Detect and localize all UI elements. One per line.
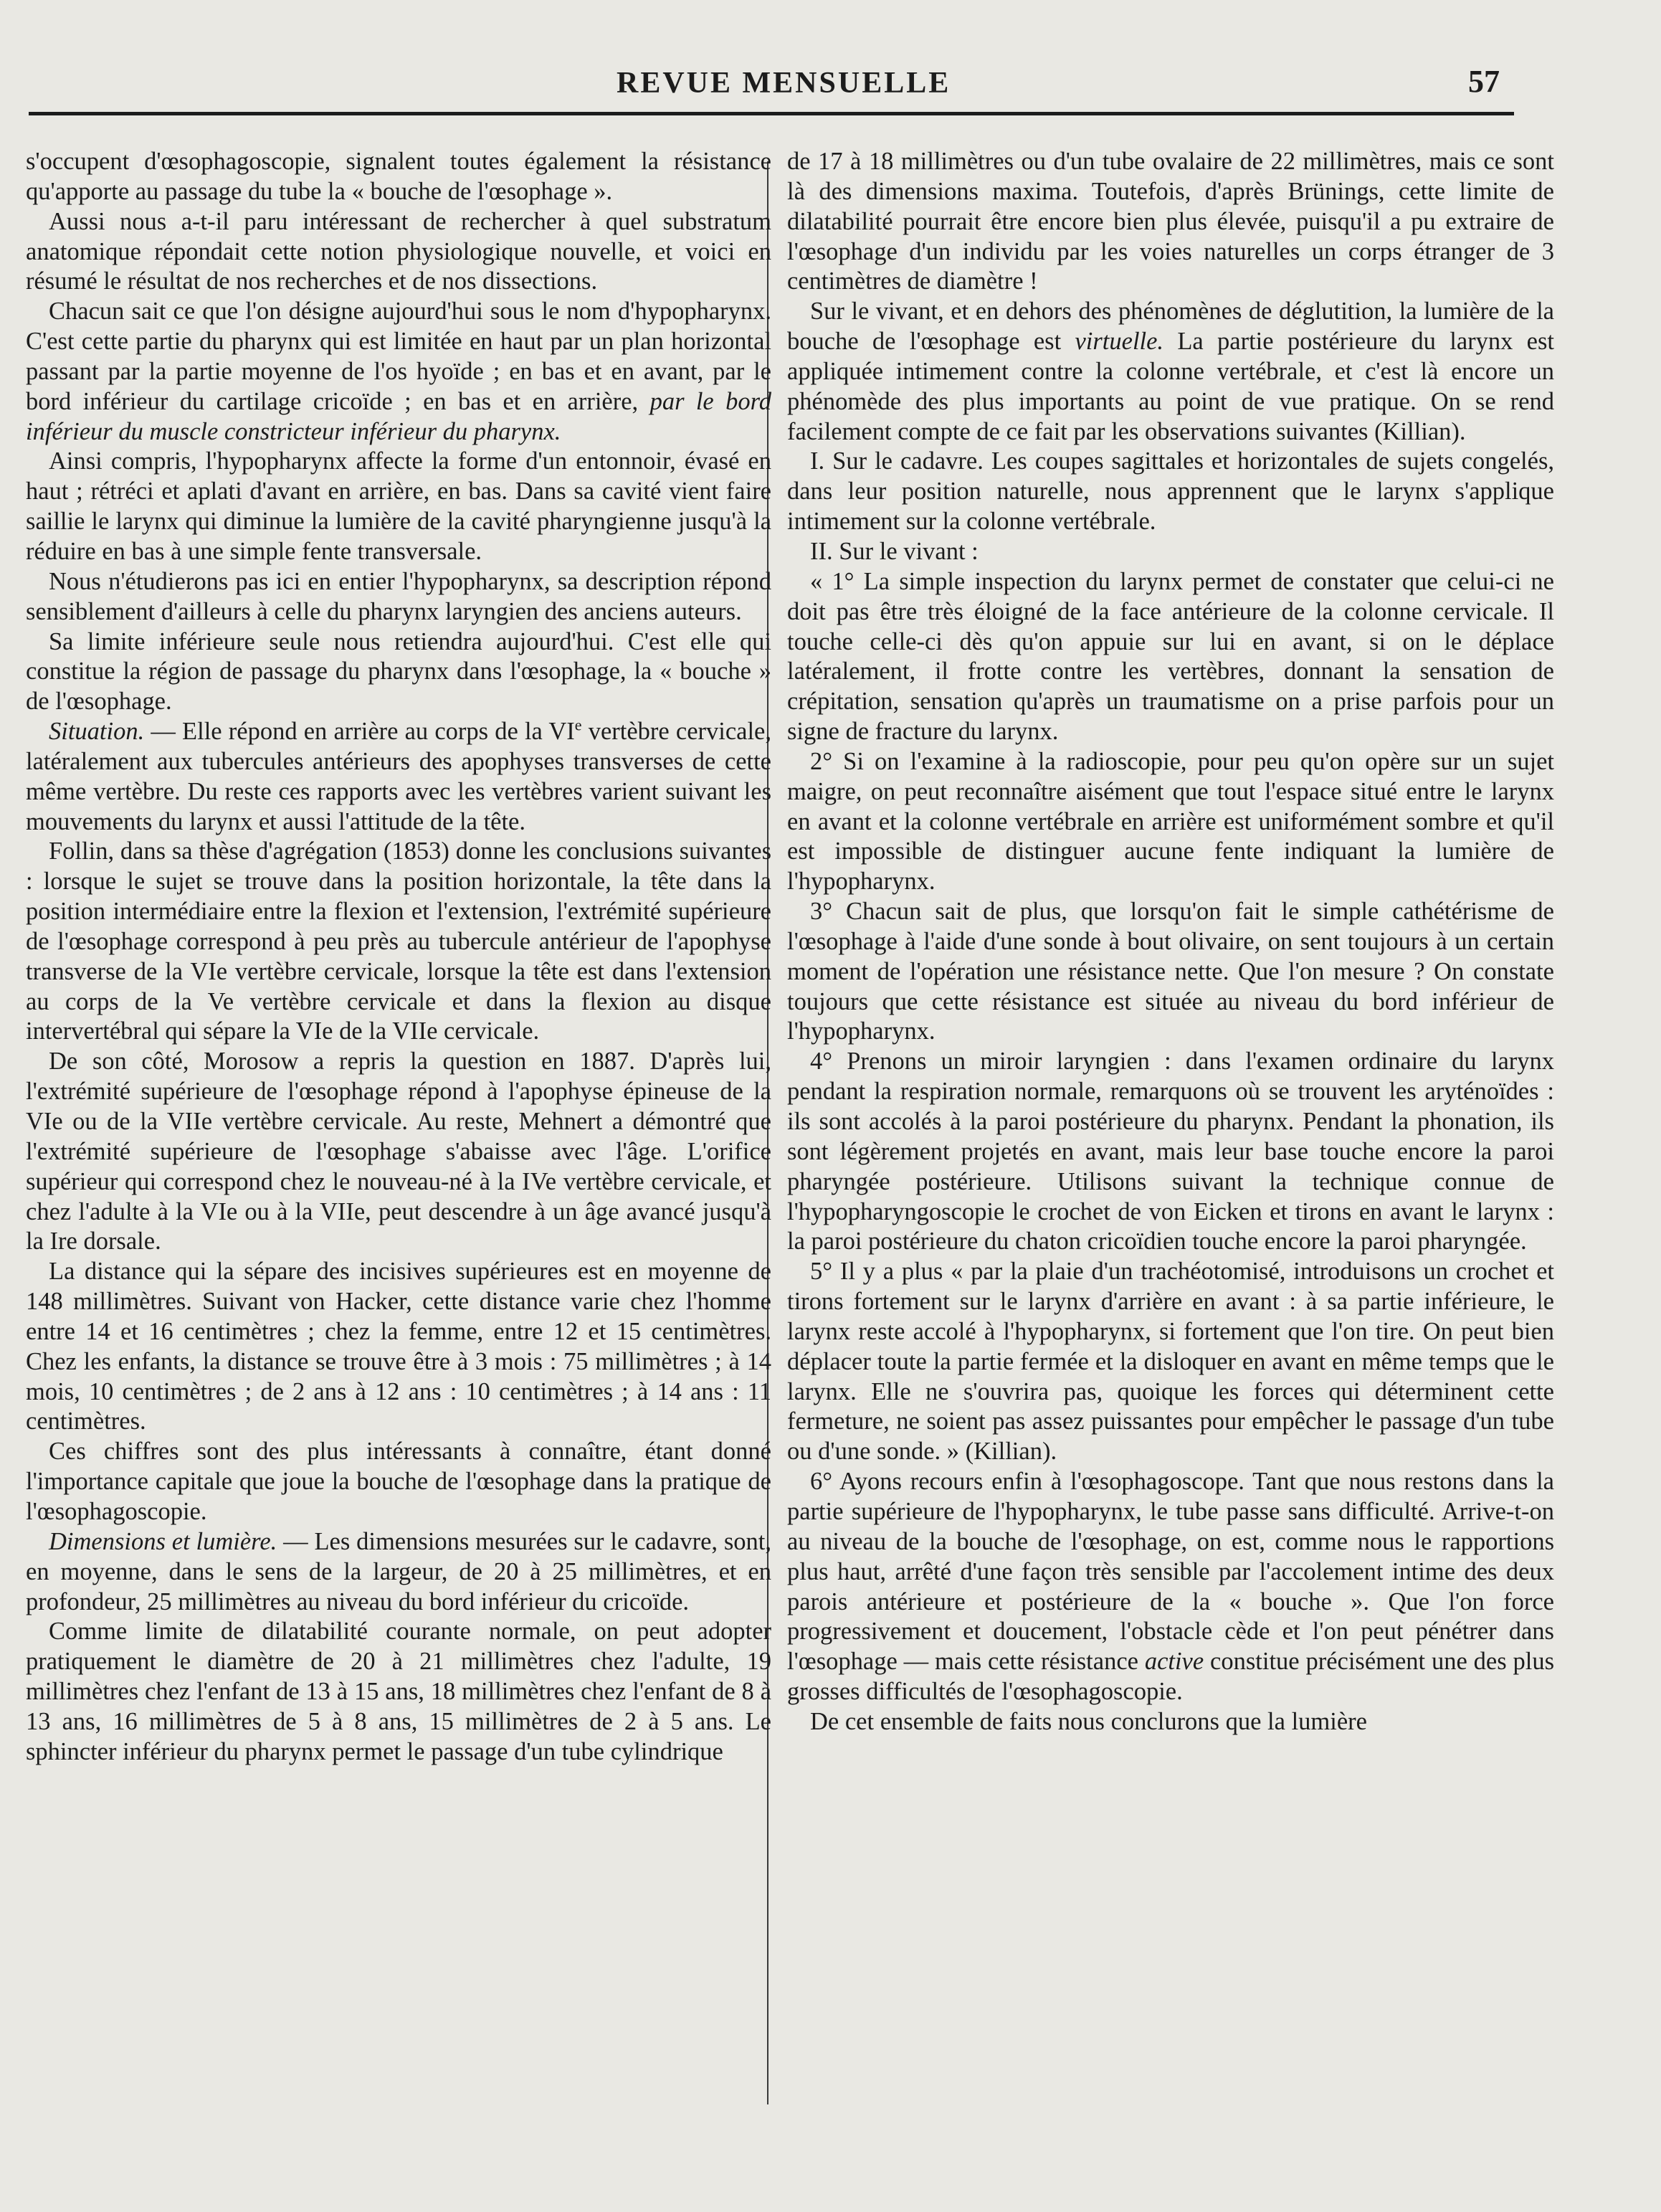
paragraph bbox=[787, 1467, 1554, 1707]
paragraph: Aussi nous a-t-il paru intéressant de rechercher à quel substratum anatomique répondait cette notion physiologique nouvelle, et voici en résumé le résultat de nos recherches et de nos dissections. bbox=[26, 207, 771, 295]
paragraph-emphasis: virtuelle. bbox=[1075, 328, 1164, 356]
paragraph: 5° Il y a plus « par la plaie d'un trachéotomisé, introduisons un crochet et tirons fortement sur le larynx d'arrière en avant : à sa partie inférieure, le larynx reste accolé à l'hypopharynx, si fortement que l'on tire. On peut bien déplacer toute la partie fermée et la disloquer en avant en même temps que le larynx. Elle ne s'ouvrira pas, quoique les forces qui déterminent cette fermeture, ne soient pas assez puissantes pour empêcher le passage d'un tube ou d'une sonde. » (Killian). bbox=[787, 1258, 1554, 1466]
paragraph: Follin, dans sa thèse d'agrégation (1853) donne les conclusions suivantes : lorsque le sujet se trouve dans la position horizontale, la tête dans la position intermédiaire entre la flexion et l'extension, l'extrémité supérieure de l'œsophage correspond à peu près au tubercule antérieur de l'apophyse transverse de la VIe vertèbre cervicale, lorsque la tête est dans l'extension au corps de la Ve vertèbre cervicale et dans la flexion au disque intervertébral qui sépare la VIe de la VIIe cervicale. bbox=[26, 837, 771, 1045]
paragraph bbox=[787, 297, 1554, 447]
paragraph: « 1° La simple inspection du larynx permet de constater que celui-ci ne doit pas être très éloigné de la face antérieure de la colonne cervicale. Il touche celle-ci dès qu'on appuie sur lui en avant, si on le déplace latéralement, il frotte contre les vertèbres, donnant la sensation de crépitation, sensation qu'après un traumatisme on a prise parfois pour un signe de fracture du larynx. bbox=[787, 567, 1554, 746]
paragraph: Comme limite de dilatabilité courante normale, on peut adopter pratiquement le diamètre de 20 à 21 millimètres chez l'adulte, 19 millimètres chez l'enfant de 13 à 15 ans, 18 millimètres chez l'enfant de 8 à 13 ans, 16 millimètres de 5 à 8 ans, 15 millimètres de 2 à 5 ans. Le sphincter inférieur du pharynx permet le passage d'un tube cylindrique bbox=[26, 1618, 771, 1765]
left-column bbox=[26, 147, 771, 1767]
page-number: 57 bbox=[1468, 64, 1500, 99]
paragraph-text: Chacun sait ce que l'on désigne aujourd'hui sous le nom d'hypopharynx. C'est cette partie du pharynx qui est limitée en haut par un plan horizontal passant par la partie moyenne de l'os hyoïde ; en bas et en avant, par le bord inférieur du cartilage cricoïde ; en bas et en arrière, bbox=[26, 298, 771, 415]
paragraph: 3° Chacun sait de plus, que lorsqu'on fait le simple cathétérisme de l'œsophage à l'aide d'une sonde à bout olivaire, on sent toujours à un certain moment de l'opération une résistance nette. Que l'on mesure ? On constate toujours que cette résistance est située au niveau du bord inférieur de l'hypopharynx. bbox=[787, 898, 1554, 1045]
page-header bbox=[0, 63, 1513, 113]
paragraph-text: 6° Ayons recours enfin à l'œsophagoscope. Tant que nous restons dans la partie supérieure de l'hypopharynx, le tube passe sans difficulté. Arrive-t-on au niveau de la bouche de l'œsophage, on est, comme nous le rapportions plus haut, arrêté d'une façon très sensible par l'accolement intime des deux parois antérieure et postérieure de la « bouche ». Que l'on force progressivement et doucement, l'obstacle cède et l'on peut pénétrer dans l'œsophage — mais cette résistance bbox=[787, 1468, 1554, 1676]
paragraph-text: Sur le vivant, et en dehors des phénomènes de déglutition, la lumière de la bouche de l'œsophage est bbox=[787, 298, 1554, 356]
paragraph-emphasis: active bbox=[1144, 1648, 1204, 1676]
paragraph: Ainsi compris, l'hypopharynx affecte la forme d'un entonnoir, évasé en haut ; rétréci et aplati d'avant en arrière, en bas. Dans sa cavité vient faire saillie le larynx qui diminue la lumière de la cavité pharyngienne jusqu'à la réduire en bas à une simple fente transversale. bbox=[26, 447, 771, 565]
paragraph: De son côté, Morosow a repris la question en 1887. D'après lui, l'extrémité supérieure de l'œsophage répond à l'apophyse épineuse de la VIe ou de la VIIe vertèbre cervicale. Au reste, Mehnert a démontré que l'extrémité supérieure de l'œsophage s'abaisse avec l'âge. L'orifice supérieur qui correspond chez le nouveau-né à la IVe vertèbre cervicale, et chez l'adulte à la VIe ou à la VIIe, peut descendre à un âge avancé jusqu'à la Ire dorsale. bbox=[26, 1048, 771, 1255]
paragraph-text: constitue précisément une des plus grosses difficultés de l'œsophagoscopie. bbox=[787, 1648, 1554, 1706]
header-rule bbox=[29, 112, 1514, 115]
paragraph: 2° Si on l'examine à la radioscopie, pour peu qu'on opère sur un sujet maigre, on peut reconnaître aisément que tout l'espace situé entre le larynx en avant et la colonne vertébrale en arrière est uniformément sombre et qu'il est impossible de distinguer aucune fente indiquant la lumière de l'hypopharynx. bbox=[787, 747, 1554, 896]
paragraph bbox=[26, 717, 771, 837]
paragraph-text: — Les dimensions mesurées sur le cadavre, sont, en moyenne, dans le sens de la largeur, de 20 à 25 millimètres, et en profondeur, 25 millimètres au niveau du bord inférieur du cricoïde. bbox=[26, 1527, 772, 1615]
paragraph: La distance qui la sépare des incisives supérieures est en moyenne de 148 millimètres. Suivant von Hacker, cette distance varie chez l'homme entre 14 et 16 centimètres ; chez la femme, entre 12 et 15 centimètres. Chez les enfants, la distance se trouve être à 3 mois : 75 millimètres ; à 14 mois, 10 centimètres ; de 2 ans à 12 ans : 10 centimètres ; à 14 ans : 11 centimètres. bbox=[26, 1258, 771, 1435]
paragraph-text: La partie postérieure du larynx est appliquée intimement contre la colonne vertébrale, et c'est là encore un phénomède des plus importants au point de vue pratique. On se rend facilement compte de ce fait par les observations suivantes (Killian). bbox=[787, 328, 1554, 445]
right-column bbox=[787, 147, 1554, 1737]
paragraph-emphasis: par le bord inférieur du muscle constricteur inférieur du pharynx. bbox=[26, 387, 772, 445]
paragraph: II. Sur le vivant : bbox=[810, 537, 979, 565]
section-heading: Situation. bbox=[49, 718, 145, 746]
paragraph: I. Sur le cadavre. Les coupes sagittales et horizontales de sujets congelés, dans leur position naturelle, nous apprennent que le larynx s'applique intimement sur la colonne vertébrale. bbox=[787, 447, 1554, 536]
running-title: REVUE MENSUELLE bbox=[617, 67, 951, 100]
paragraph: Ces chiffres sont des plus intéressants à connaître, étant donné l'importance capitale que joue la bouche de l'œsophage dans la pratique de l'œsophagoscopie. bbox=[26, 1438, 771, 1525]
paragraph: Nous n'étudierons pas ici en entier l'hypopharynx, sa description répond sensiblement d'ailleurs à celle du pharynx laryngien des anciens auteurs. bbox=[26, 567, 771, 625]
paragraph: de 17 à 18 millimètres ou d'un tube ovalaire de 22 millimètres, mais ce sont là des dimensions maxima. Toutefois, d'après Brünings, cette limite de dilatabilité pourrait être encore bien plus élevée, puisqu'il a pu extraire de l'œsophage d'un individu par les voies naturelles un corps étranger de 3 centimètres de diamètre ! bbox=[787, 148, 1554, 295]
paragraph-text: — Elle répond en arrière au corps de la VI bbox=[144, 718, 575, 746]
paragraph-text: vertèbre cervicale, latéralement aux tubercules antérieurs des apophyses transverses de cette même vertèbre. Du reste ces rapports avec les vertèbres varient suivant les mouvements du larynx et aussi l'attitude de la tête. bbox=[26, 718, 771, 835]
paragraph: Sa limite inférieure seule nous retiendra aujourd'hui. C'est elle qui constitue la région de passage du pharynx dans l'œsophage, la « bouche » de l'œsophage. bbox=[26, 627, 771, 716]
paragraph: 4° Prenons un miroir laryngien : dans l'examen ordinaire du larynx pendant la respiration normale, remarquons où se trouvent les aryténoïdes : ils sont accolés à la paroi postérieure du pharynx. Pendant la phonation, ils sont légèrement projetés en avant, mais leur base touche encore la paroi pharyngée postérieure. Utilisons suivant la technique connue de l'hypopharyngoscopie le crochet de von Eicken et tirons en avant le larynx : la paroi postérieure du chaton cricoïdien touche encore la paroi pharyngée. bbox=[787, 1048, 1554, 1255]
paragraph bbox=[26, 1527, 771, 1618]
paragraph: s'occupent d'œsophagoscopie, signalent toutes également la résistance qu'apporte au passage du tube la « bouche de l'œsophage ». bbox=[26, 148, 771, 205]
superscript: e bbox=[574, 716, 582, 734]
paragraph: De cet ensemble de faits nous conclurons que la lumière bbox=[810, 1707, 1367, 1735]
paragraph bbox=[26, 297, 771, 447]
section-heading: Dimensions et lumière. bbox=[49, 1527, 277, 1555]
